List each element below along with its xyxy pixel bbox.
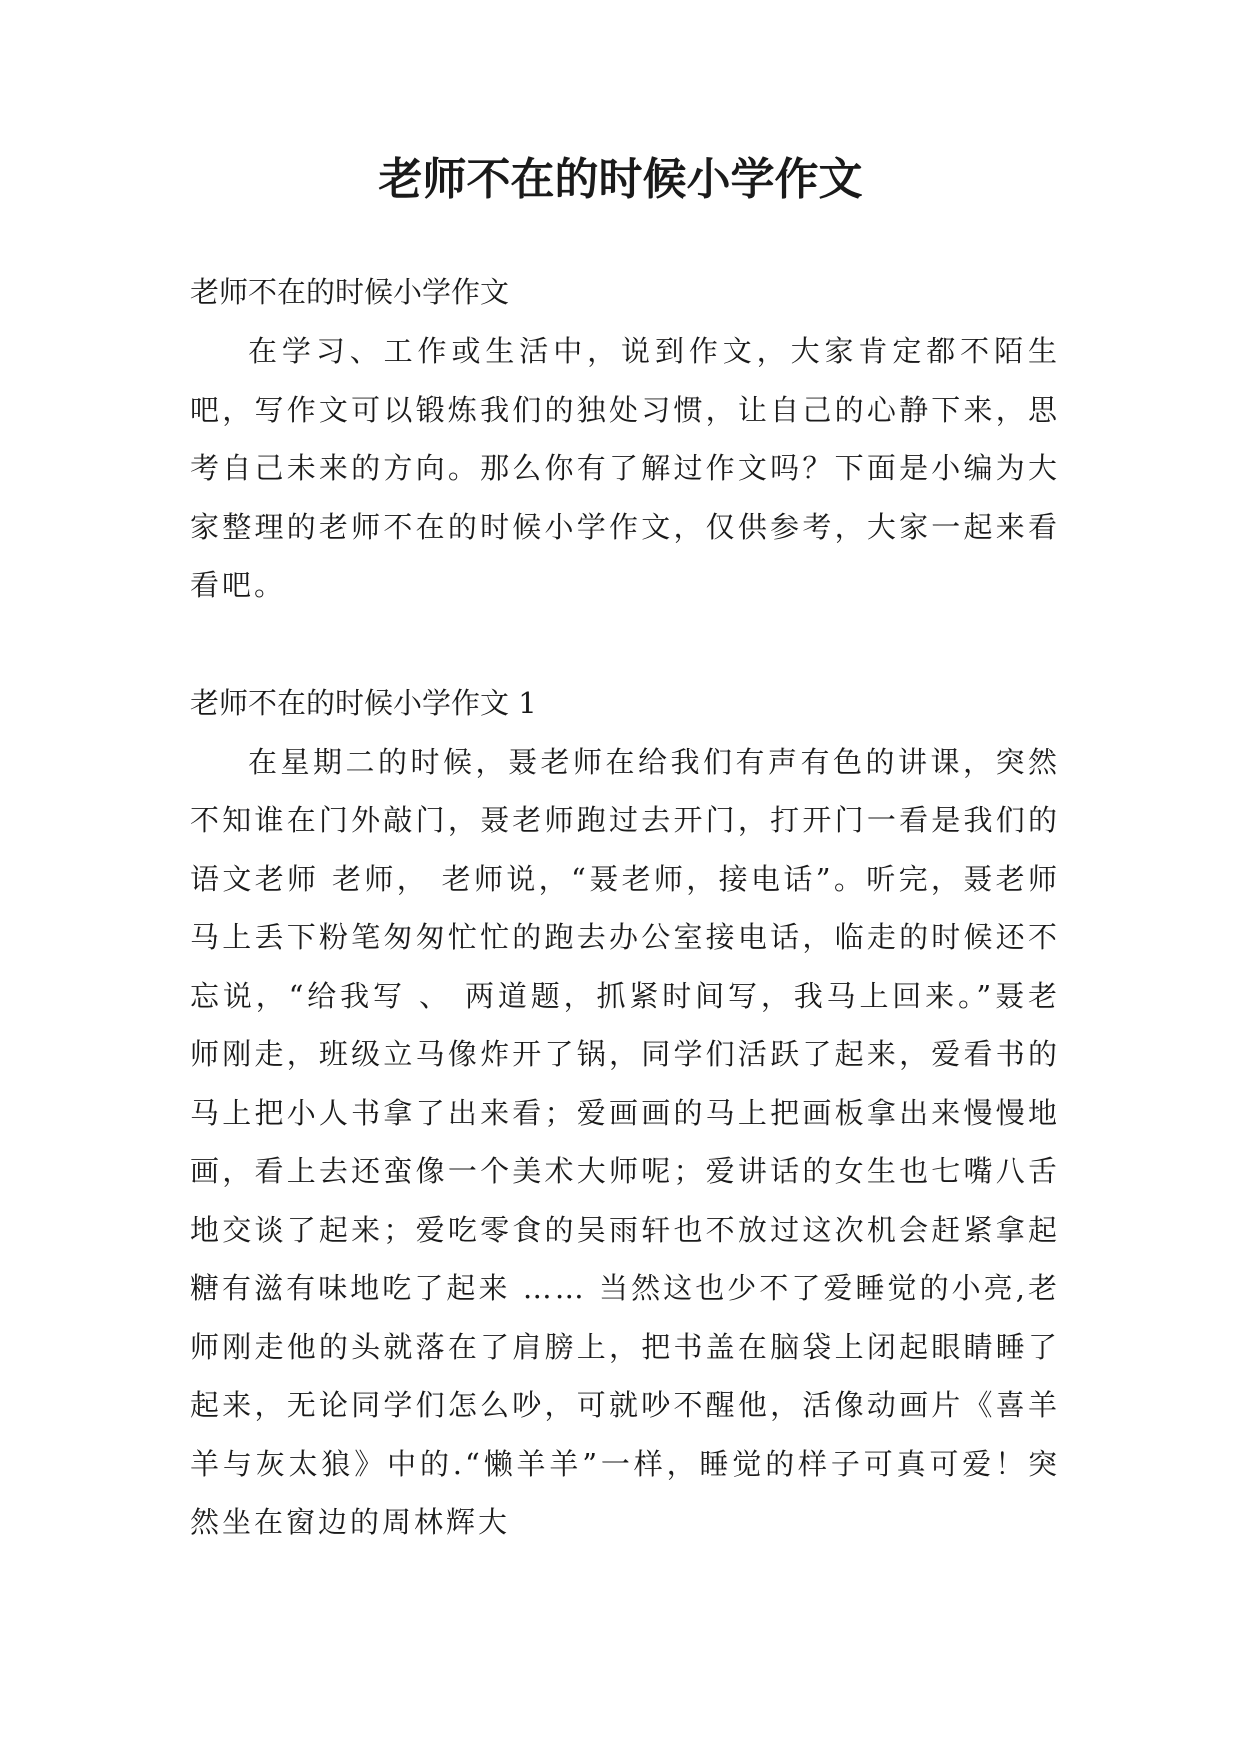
section-spacer [190, 615, 1060, 673]
document-body [190, 262, 1060, 1552]
document-title: 老师不在的时候小学作文 [378, 154, 863, 205]
intro-heading: 老师不在的时候小学作文 [190, 275, 510, 309]
section-1-heading: 老师不在的时候小学作文 1 [190, 685, 537, 720]
section-1-paragraph: 在星期二的时候，聂老师在给我们有声有色的讲课，突然不知谁在门外敲门，聂老师跑过去开门，打开门一看是我们的语文老师 老师， 老师说，“聂老师，接电话”。听完，聂老师马上丢下粉笔匆匆忙忙的跑去办公室接电话，临走的时候还不忘说，“给我写 、 两道题，抓紧时间写，我马上回来。”聂老师刚走，班级立马像炸开了锅，同学们活跃了起来，爱看书的马上把小人书拿了出来看；爱画画的马上把画板拿出来慢慢地画，看上去还蛮像一个美术大师呢；爱讲话的女生也七嘴八舌地交谈了起来；爱吃零食的吴雨轩也不放过这次机会赶紧拿起糖有滋有味地吃了起来 …… 当然这也少不了爱睡觉的小亮,老师刚走他的头就落在了肩膀上，把书盖在脑袋上闭起眼睛睡了起来，无论同学们怎么吵，可就吵不醒他，活像动画片《喜羊羊与灰太狼》中的.“懒羊羊”一样，睡觉的样子可真可爱！突然坐在窗边的周林辉大 [190, 744, 1060, 1539]
intro-paragraph: 在学习、工作或生活中，说到作文，大家肯定都不陌生吧，写作文可以锻炼我们的独处习惯，让自己的心静下来，思考自己未来的方向。那么你有了解过作文吗？下面是小编为大家整理的老师不在的时候小学作文，仅供参考，大家一起来看看吧。 [190, 334, 1060, 602]
